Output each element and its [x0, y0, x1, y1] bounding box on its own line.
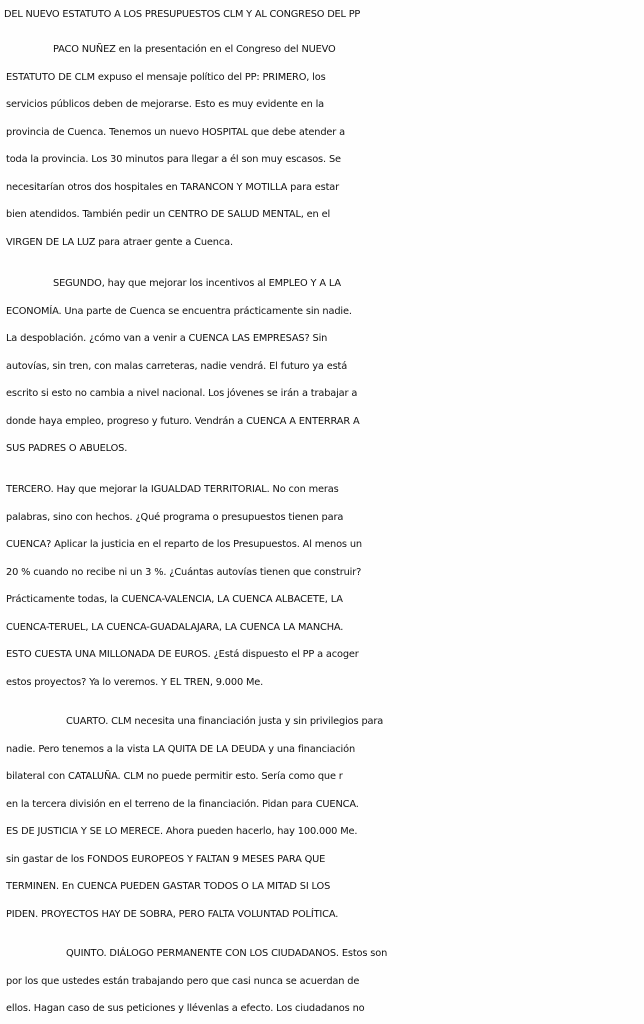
paragraph-segundo	[6, 270, 640, 463]
text-line: ECONOMÍA. Una parte de Cuenca se encuentra prácticamente sin nadie.	[6, 305, 352, 317]
text-line: ellos. Hagan caso de sus peticiones y llévenlas a efecto. Los ciudadanos no	[6, 1003, 365, 1014]
text-line: ESTATUTO DE CLM expuso el mensaje político del PP: PRIMERO, los	[6, 71, 326, 83]
paragraph-quinto	[6, 940, 640, 1023]
text-line: CUENCA? Aplicar la justicia en el reparto de los Presupuestos. Al menos un	[6, 539, 362, 550]
text-line: ES DE JUSTICIA Y SE LO MERECE. Ahora pueden hacerlo, hay 100.000 Me.	[6, 826, 358, 837]
text-line: necesitarían otros dos hospitales en TARANCON Y MOTILLA para estar	[6, 181, 340, 193]
text-line: bilateral con CATALUÑA. CLM no puede permitir esto. Sería como que r	[6, 771, 343, 782]
text-line: TERMINEN. En CUENCA PUEDEN GASTAR TODOS O LA MITAD SI LOS	[6, 881, 331, 892]
text-line: autovías, sin tren, con malas carreteras, nadie vendrá. El futuro ya está	[6, 360, 348, 372]
text-line: SEGUNDO, hay que mejorar los incentivos al EMPLEO Y A LA	[53, 278, 341, 289]
paragraph-tercero	[6, 476, 640, 696]
text-line: toda la provincia. Los 30 minutos para llegar a él son muy escasos. Se	[6, 154, 341, 165]
text-line: nadie. Pero tenemos a la vista LA QUITA DE LA DEUDA y una financiación	[6, 743, 356, 755]
text-line: ESTO CUESTA UNA MILLONADA DE EUROS. ¿Está dispuesto el PP a acoger	[6, 649, 359, 660]
text-line: Prácticamente todas, la CUENCA-VALENCIA, LA CUENCA ALBACETE, LA	[6, 594, 343, 605]
text-line: PACO NUÑEZ en la presentación en el Congreso del NUEVO	[53, 44, 336, 55]
paragraph-primero	[6, 36, 640, 256]
text-line: VIRGEN DE LA LUZ para atraer gente a Cuenca.	[6, 236, 233, 248]
text-line: sin gastar de los FONDOS EUROPEOS Y FALTAN 9 MESES PARA QUE	[6, 853, 326, 865]
text-line: bien atendidos. También pedir un CENTRO DE SALUD MENTAL, en el	[6, 209, 331, 220]
text-line: QUINTO. DIÁLOGO PERMANENTE CON LOS CIUDADANOS. Estos son	[66, 948, 388, 959]
text-line: CUARTO. CLM necesita una financiación justa y sin privilegios para	[66, 716, 384, 727]
text-line: SUS PADRES O ABUELOS.	[6, 443, 128, 454]
text-line: donde haya empleo, progreso y futuro. Vendrán a CUENCA A ENTERRAR A	[6, 415, 360, 427]
text-line: 20 % cuando no recibe ni un 3 %. ¿Cuántas autovías tienen que construir?	[6, 566, 362, 578]
document-title: DEL NUEVO ESTATUTO A LOS PRESUPUESTOS CLM Y AL CONGRESO DEL PP	[4, 9, 361, 20]
text-line: CUENCA-TERUEL, LA CUENCA-GUADALAJARA, LA CUENCA LA MANCHA.	[6, 621, 344, 633]
text-line: escrito si esto no cambia a nivel nacional. Los jóvenes se irán a trabajar a	[6, 388, 358, 399]
text-line: provincia de Cuenca. Tenemos un nuevo HOSPITAL que debe atender a	[6, 126, 345, 138]
text-line: PIDEN. PROYECTOS HAY DE SOBRA, PERO FALTA VOLUNTAD POLÍTICA.	[6, 908, 339, 920]
text-line: en la tercera división en el terreno de la financiación. Pidan para CUENCA.	[6, 798, 359, 810]
text-line: La despoblación. ¿cómo van a venir a CUENCA LAS EMPRESAS? Sin	[6, 333, 328, 344]
text-line: por los que ustedes están trabajando pero que casi nunca se acuerdan de	[6, 975, 360, 987]
paragraph-cuarto	[6, 708, 640, 928]
text-line: servicios públicos deben de mejorarse. Esto es muy evidente en la	[6, 99, 325, 110]
text-line: estos proyectos? Ya lo veremos. Y EL TREN, 9.000 Me.	[6, 676, 264, 688]
text-line: palabras, sino con hechos. ¿Qué programa o presupuestos tienen para	[6, 511, 344, 523]
text-line: TERCERO. Hay que mejorar la IGUALDAD TERRITORIAL. No con meras	[6, 484, 339, 495]
